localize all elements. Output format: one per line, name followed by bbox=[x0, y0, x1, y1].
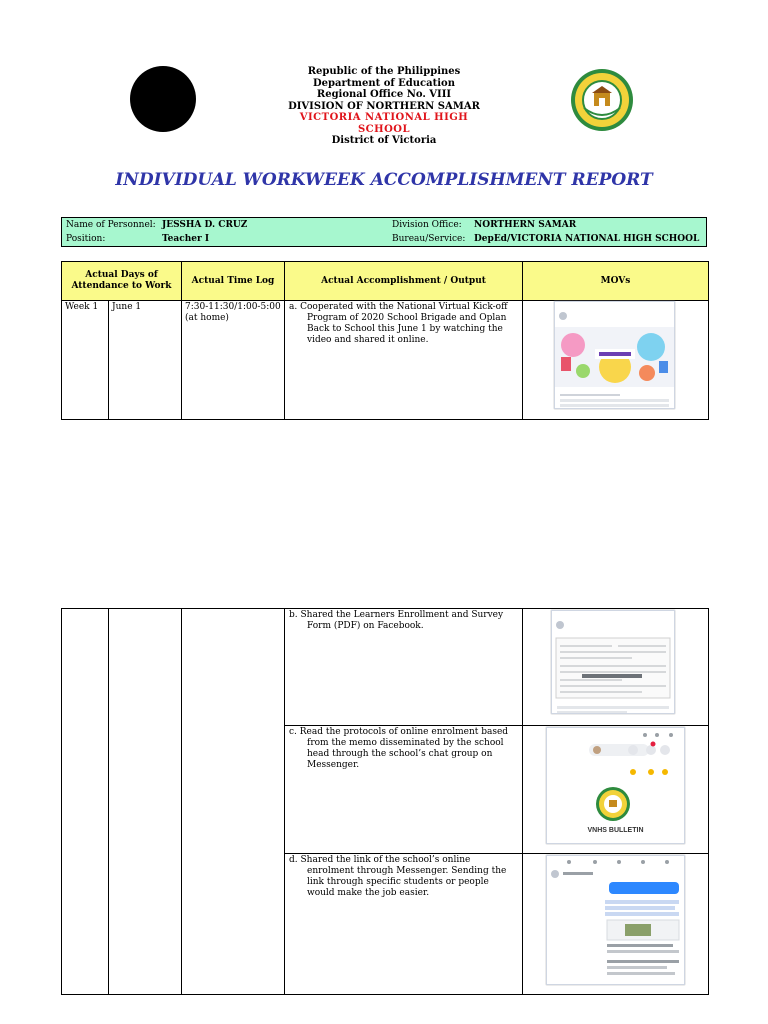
bureau-label: Bureau/Service: bbox=[392, 234, 466, 244]
header-line-school: VICTORIA NATIONAL HIGH bbox=[299, 112, 469, 123]
messenger-group-image bbox=[547, 728, 684, 823]
item-letter: d. bbox=[289, 855, 298, 865]
date-cell: June 1 bbox=[109, 301, 182, 420]
item-text: Cooperated with the National Virtual Kick-off Program of 2020 School Brigade and Oplan Back to School this June 1 by watching the video and shared it online. bbox=[300, 302, 508, 345]
division-value: NORTHERN SAMAR bbox=[474, 220, 577, 230]
week-cell-empty bbox=[62, 609, 109, 995]
name-value: JESSHA D. CRUZ bbox=[162, 220, 248, 230]
kickoff-graphic-image bbox=[555, 327, 674, 387]
division-label: Division Office: bbox=[392, 220, 462, 230]
bureau-value: DepEd/VICTORIA NATIONAL HIGH SCHOOL bbox=[474, 234, 700, 244]
accomplishment-cell bbox=[285, 854, 523, 995]
item-letter: b. bbox=[289, 610, 298, 620]
report-title: INDIVIDUAL WORKWEEK ACCOMPLISHMENT REPORT bbox=[115, 170, 653, 190]
date-cell-empty bbox=[109, 609, 182, 995]
accomplishment-cell bbox=[285, 301, 523, 420]
accomplishment-cell bbox=[285, 609, 523, 726]
header-line-region: Regional Office No. VIII bbox=[316, 89, 452, 100]
item-text: Read the protocols of online enrolment based from the memo disseminated by the school head through the school’s chat group on Messenger. bbox=[299, 727, 509, 770]
avatar bbox=[556, 621, 564, 629]
col-header-time: Actual Time Log bbox=[182, 262, 285, 301]
item-text: Shared the Learners Enrollment and Survey Form (PDF) on Facebook. bbox=[300, 610, 504, 631]
time-cell-empty bbox=[182, 609, 285, 995]
messenger-chat-image bbox=[547, 856, 684, 984]
agency-header bbox=[250, 66, 518, 147]
name-label: Name of Personnel: bbox=[66, 220, 156, 230]
position-label: Position: bbox=[66, 234, 106, 244]
personnel-info-box bbox=[61, 217, 707, 247]
mov-screenshot-messenger-chat bbox=[546, 855, 685, 985]
week-cell: Week 1 bbox=[62, 301, 109, 420]
accomplishment-cell bbox=[285, 726, 523, 854]
position-value: Teacher I bbox=[162, 234, 210, 244]
mov-screenshot-messenger-group bbox=[546, 727, 685, 844]
mov-screenshot-kickoff bbox=[554, 301, 675, 409]
col-header-accomplishment: Actual Accomplishment / Output bbox=[285, 262, 523, 301]
avatar bbox=[559, 312, 567, 320]
col-header-days: Actual Days of Attendance to Work bbox=[62, 262, 182, 301]
header-line-division: DIVISION OF NORTHERN SAMAR bbox=[288, 100, 480, 112]
division-seal-icon bbox=[130, 66, 196, 132]
time-cell: 7:30-11:30/1:00-5:00 (at home) bbox=[182, 301, 285, 420]
header-line-republic: Republic of the Philippines bbox=[307, 66, 461, 77]
bulletin-label: VNHS BULLETIN bbox=[587, 827, 644, 834]
item-letter: c. bbox=[289, 727, 297, 737]
header-line-school-cont: SCHOOL bbox=[357, 123, 411, 135]
mov-screenshot-enrollment-form bbox=[551, 610, 675, 714]
header-line-department: Department of Education bbox=[313, 77, 455, 89]
col-header-movs: MOVs bbox=[523, 262, 709, 301]
item-text: Shared the link of the school’s online enrolment through Messenger. Sending the link through specific students or people would make the job easier. bbox=[300, 855, 507, 898]
item-letter: a. bbox=[289, 302, 298, 312]
enrollment-form-image bbox=[552, 636, 674, 700]
school-seal-icon bbox=[570, 68, 634, 132]
header-line-district: District of Victoria bbox=[331, 135, 437, 146]
